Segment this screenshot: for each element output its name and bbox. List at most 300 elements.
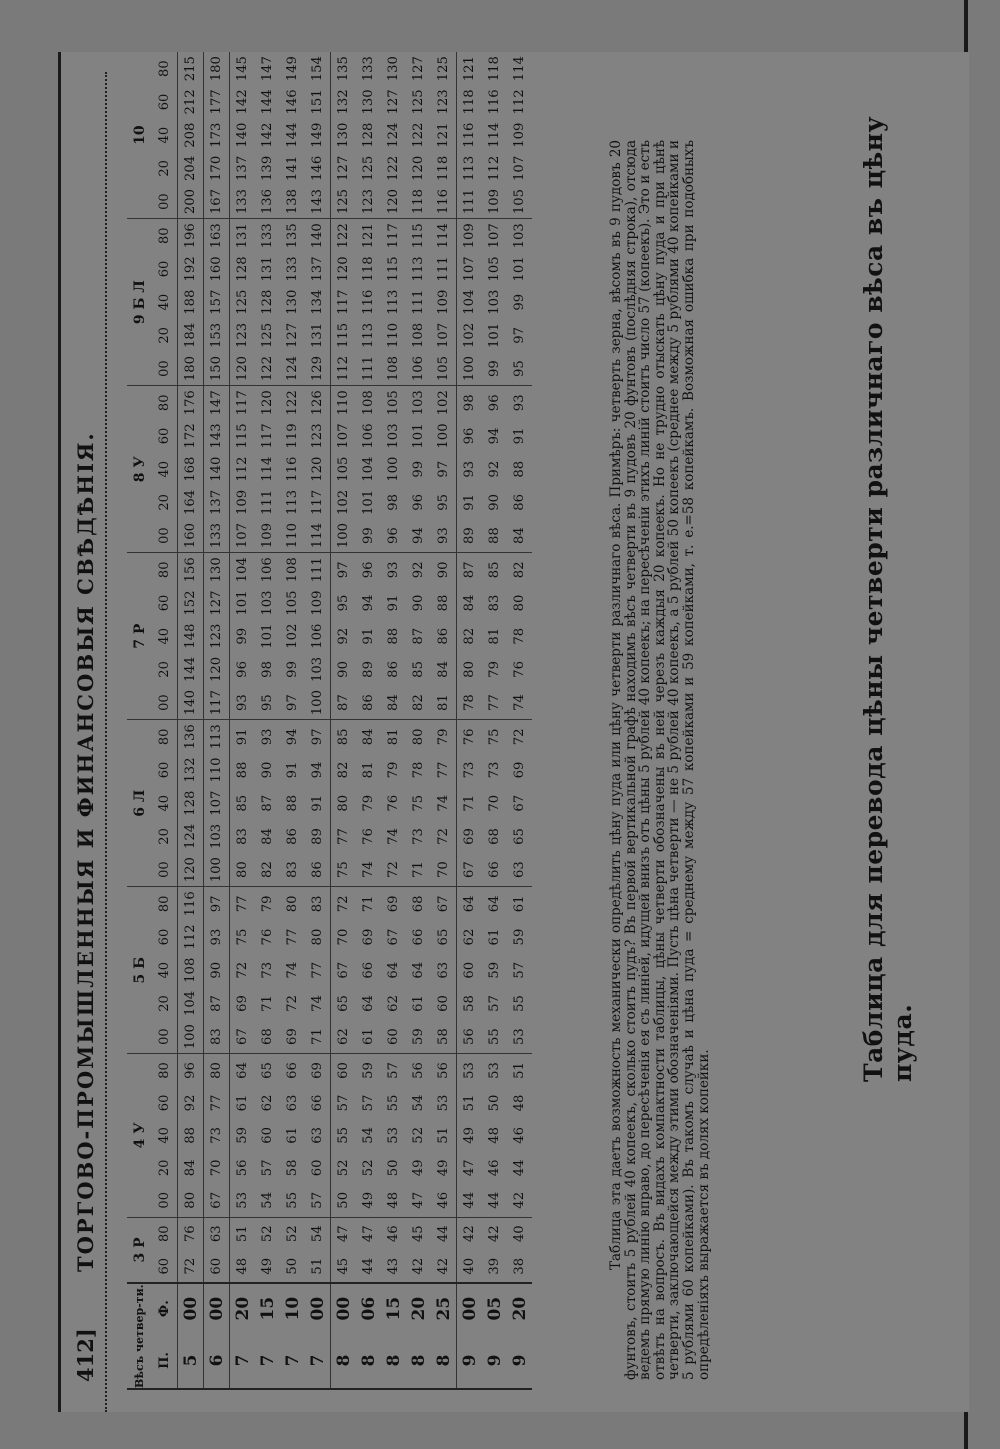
- price-cell: 77: [431, 753, 457, 786]
- price-cell: 140: [305, 219, 331, 253]
- weight-funt: 05: [484, 1296, 505, 1321]
- price-cell: 48: [512, 1094, 527, 1112]
- price-cell: 143: [305, 185, 331, 219]
- table-row: [457, 52, 483, 1389]
- price-cell: 144: [285, 122, 300, 148]
- price-cell: 105: [487, 256, 502, 282]
- price-cell: 60: [431, 987, 457, 1020]
- price-cell: 107: [487, 223, 502, 249]
- price-cell: 96: [235, 661, 250, 678]
- price-cell: 77: [235, 895, 250, 913]
- price-cell: 108: [285, 557, 300, 583]
- price-cell: 176: [178, 386, 204, 420]
- price-cell: 153: [204, 319, 230, 352]
- price-cell: 81: [361, 761, 376, 779]
- price-cell: 97: [512, 327, 527, 344]
- price-cell: 72: [178, 1250, 204, 1283]
- kopek-header: 00: [152, 1020, 178, 1054]
- price-cell: 72: [431, 820, 457, 853]
- price-cell: 157: [204, 286, 230, 319]
- price-cell: 84: [431, 653, 457, 686]
- price-cell: 59: [406, 1020, 431, 1054]
- price-group-header: 9 Б Л: [127, 219, 152, 386]
- price-cell: 56: [411, 1062, 426, 1079]
- price-cell: 99: [512, 293, 527, 311]
- price-cell: 132: [336, 89, 351, 115]
- price-cell: 44: [431, 1217, 457, 1250]
- price-cell: 140: [204, 453, 230, 486]
- kopek-header: 80: [152, 1054, 178, 1087]
- price-cell: 99: [482, 352, 507, 386]
- price-cell: 71: [305, 1020, 331, 1054]
- price-cell: 127: [411, 56, 426, 82]
- price-cell: 57: [336, 1094, 351, 1112]
- price-cell: 99: [235, 627, 250, 645]
- running-header: [73, 82, 103, 1382]
- price-cell: 102: [431, 386, 457, 420]
- price-cell: 116: [462, 122, 477, 148]
- price-cell: 114: [260, 456, 275, 482]
- price-cell: 111: [305, 553, 331, 587]
- price-cell: 125: [411, 89, 426, 115]
- price-cell: 96: [178, 1054, 204, 1087]
- price-cell: 66: [411, 928, 426, 946]
- price-cell: 145: [235, 56, 250, 82]
- price-cell: 137: [305, 252, 331, 285]
- kopek-header: 80: [152, 720, 178, 754]
- price-group-header: 3 Р: [127, 1217, 152, 1283]
- price-cell: 101: [487, 322, 502, 348]
- price-cell: 112: [487, 155, 502, 181]
- weight-pood: 7: [305, 1333, 331, 1389]
- price-cell: 93: [512, 394, 527, 412]
- price-cell: 130: [204, 553, 230, 587]
- price-cell: 107: [204, 787, 230, 820]
- price-cell: 84: [260, 828, 275, 845]
- price-group-header: 10: [127, 52, 152, 219]
- kopek-header: 40: [152, 1119, 178, 1151]
- price-cell: 116: [431, 185, 457, 219]
- price-cell: 93: [386, 561, 401, 579]
- price-cell: 83: [305, 887, 331, 921]
- price-cell: 55: [512, 995, 527, 1012]
- kopek-header: 40: [152, 787, 178, 820]
- price-cell: 72: [336, 895, 351, 913]
- price-cell: 120: [336, 256, 351, 282]
- price-cell: 112: [512, 89, 527, 115]
- price-cell: 47: [361, 1225, 376, 1243]
- price-cell: 71: [260, 995, 275, 1012]
- price-cell: 105: [285, 590, 300, 616]
- price-cell: 141: [285, 155, 300, 181]
- weight-funt: 00: [459, 1296, 480, 1321]
- price-cell: 85: [235, 794, 250, 812]
- price-cell: 66: [482, 853, 507, 887]
- price-cell: 133: [260, 223, 275, 249]
- weight-funt: 20: [232, 1296, 253, 1321]
- price-cell: 122: [336, 223, 351, 249]
- price-cell: 118: [487, 56, 502, 82]
- price-cell: 116: [487, 89, 502, 115]
- price-cell: 87: [260, 794, 275, 812]
- price-cell: 72: [285, 995, 300, 1012]
- price-cell: 69: [512, 761, 527, 779]
- price-cell: 74: [285, 961, 300, 979]
- price-cell: 66: [285, 1062, 300, 1079]
- price-cell: 122: [255, 352, 280, 386]
- price-cell: 64: [386, 961, 401, 979]
- weight-pood: 7: [230, 1333, 256, 1389]
- price-cell: 105: [431, 352, 457, 386]
- price-cell: 96: [462, 427, 477, 445]
- price-cell: 116: [361, 289, 376, 315]
- price-cell: 74: [386, 828, 401, 845]
- price-cell: 111: [356, 352, 381, 386]
- price-cell: 99: [356, 519, 381, 553]
- price-cell: 65: [260, 1062, 275, 1079]
- price-cell: 64: [411, 961, 426, 979]
- price-cell: 128: [178, 787, 204, 820]
- price-cell: 72: [512, 728, 527, 746]
- price-cell: 88: [235, 761, 250, 779]
- price-cell: 120: [305, 453, 331, 486]
- price-cell: 84: [507, 519, 532, 553]
- price-cell: 65: [512, 828, 527, 845]
- price-cell: 109: [305, 586, 331, 619]
- price-cell: 92: [178, 1087, 204, 1119]
- price-cell: 51: [305, 1250, 331, 1283]
- price-cell: 127: [285, 322, 300, 348]
- price-cell: 104: [462, 289, 477, 315]
- kopek-header: 00: [152, 352, 178, 386]
- price-cell: 154: [305, 52, 331, 85]
- price-cell: 49: [411, 1159, 426, 1177]
- price-cell: 61: [235, 1094, 250, 1112]
- weight-funt: 25: [431, 1283, 457, 1333]
- price-cell: 96: [381, 519, 406, 553]
- price-cell: 52: [336, 1159, 351, 1177]
- price-cell: 131: [305, 319, 331, 352]
- price-cell: 67: [204, 1184, 230, 1217]
- price-cell: 160: [204, 252, 230, 285]
- price-cell: 56: [235, 1159, 250, 1177]
- price-cell: 77: [336, 828, 351, 845]
- price-cell: 79: [431, 720, 457, 754]
- weight-funt: 15: [383, 1296, 404, 1321]
- price-cell: 76: [178, 1217, 204, 1250]
- price-cell: 125: [361, 155, 376, 181]
- price-cell: 39: [482, 1250, 507, 1283]
- price-cell: 95: [336, 594, 351, 612]
- price-cell: 135: [285, 223, 300, 249]
- price-cell: 88: [512, 460, 527, 478]
- price-cell: 75: [487, 728, 502, 746]
- price-cell: 127: [386, 89, 401, 115]
- price-cell: 87: [462, 561, 477, 579]
- price-cell: 70: [431, 853, 457, 887]
- price-cell: 133: [204, 519, 230, 553]
- price-cell: 73: [487, 761, 502, 779]
- price-cell: 95: [255, 686, 280, 720]
- table-row: [280, 52, 305, 1389]
- price-cell: 52: [260, 1225, 275, 1243]
- price-cell: 94: [285, 728, 300, 746]
- price-cell: 79: [487, 661, 502, 678]
- price-cell: 164: [178, 486, 204, 519]
- price-cell: 108: [361, 390, 376, 416]
- price-cell: 40: [457, 1250, 483, 1283]
- price-cell: 50: [331, 1184, 357, 1217]
- price-cell: 48: [487, 1127, 502, 1144]
- price-cell: 125: [331, 185, 357, 219]
- kopek-header: 00: [152, 1184, 178, 1217]
- price-cell: 100: [305, 686, 331, 720]
- price-cell: 52: [411, 1127, 426, 1144]
- price-cell: 96: [487, 394, 502, 412]
- price-cell: 106: [260, 557, 275, 583]
- price-cell: 82: [512, 561, 527, 579]
- price-cell: 63: [431, 954, 457, 987]
- price-cell: 85: [336, 728, 351, 746]
- price-cell: 74: [356, 853, 381, 887]
- price-cell: 75: [331, 853, 357, 887]
- price-cell: 60: [204, 1250, 230, 1283]
- price-cell: 64: [462, 895, 477, 913]
- price-cell: 66: [361, 961, 376, 979]
- price-cell: 65: [431, 920, 457, 953]
- weight-funt: 06: [358, 1296, 379, 1321]
- price-cell: 132: [178, 753, 204, 786]
- price-cell: 127: [336, 155, 351, 181]
- price-cell: 93: [204, 920, 230, 953]
- price-cell: 74: [431, 787, 457, 820]
- price-cell: 102: [336, 489, 351, 515]
- price-cell: 113: [204, 720, 230, 754]
- kopek-header: 80: [152, 887, 178, 921]
- price-cell: 100: [431, 419, 457, 452]
- price-cell: 113: [285, 489, 300, 515]
- price-cell: 90: [204, 954, 230, 987]
- price-cell: 83: [204, 1020, 230, 1054]
- price-cell: 188: [178, 286, 204, 319]
- weight-pood: 8: [331, 1333, 357, 1389]
- price-cell: 107: [230, 519, 256, 553]
- price-cell: 86: [356, 686, 381, 720]
- price-cell: 84: [178, 1152, 204, 1184]
- price-cell: 54: [255, 1184, 280, 1217]
- price-cell: 93: [462, 460, 477, 478]
- price-cell: 116: [178, 887, 204, 921]
- price-cell: 60: [260, 1127, 275, 1144]
- kopek-header: 80: [152, 1217, 178, 1250]
- price-cell: 42: [406, 1250, 431, 1283]
- price-cell: 131: [260, 256, 275, 282]
- price-cell: 47: [406, 1184, 431, 1217]
- price-cell: 103: [512, 223, 527, 249]
- kopek-header: 00: [152, 853, 178, 887]
- kopek-header: 20: [152, 1152, 178, 1184]
- table-row: [204, 52, 230, 1389]
- kopek-header: 20: [152, 987, 178, 1020]
- price-cell: 48: [381, 1184, 406, 1217]
- price-cell: 107: [462, 256, 477, 282]
- price-cell: 64: [361, 995, 376, 1012]
- price-cell: 100: [457, 352, 483, 386]
- price-cell: 134: [305, 286, 331, 319]
- price-cell: 67: [457, 853, 483, 887]
- price-cell: 70: [336, 928, 351, 946]
- price-cell: 138: [280, 185, 305, 219]
- price-cell: 61: [356, 1020, 381, 1054]
- table-row: [507, 52, 532, 1389]
- price-cell: 91: [285, 761, 300, 779]
- weight-funt: 00: [333, 1296, 354, 1321]
- price-cell: 130: [285, 289, 300, 315]
- price-cell: 170: [204, 152, 230, 185]
- price-cell: 47: [336, 1225, 351, 1243]
- price-cell: 101: [411, 423, 426, 449]
- price-cell: 136: [255, 185, 280, 219]
- price-cell: 163: [204, 219, 230, 253]
- price-cell: 50: [487, 1094, 502, 1112]
- price-cell: 62: [386, 995, 401, 1012]
- price-cell: 103: [204, 820, 230, 853]
- price-cell: 83: [280, 853, 305, 887]
- price-cell: 130: [361, 89, 376, 115]
- price-cell: 123: [431, 85, 457, 118]
- price-cell: 104: [361, 456, 376, 482]
- table-row: [482, 52, 507, 1389]
- price-cell: 111: [411, 289, 426, 315]
- price-cell: 59: [235, 1127, 250, 1144]
- price-cell: 107: [512, 155, 527, 181]
- price-cell: 62: [331, 1020, 357, 1054]
- weight-funt: 00: [178, 1283, 204, 1333]
- price-cell: 149: [285, 56, 300, 82]
- price-cell: 44: [457, 1184, 483, 1217]
- weight-funt: 00: [305, 1283, 331, 1333]
- price-cell: 118: [462, 89, 477, 115]
- price-cell: 68: [411, 895, 426, 913]
- price-cell: 61: [487, 928, 502, 946]
- price-cell: 91: [305, 787, 331, 820]
- price-group-header: 8 У: [127, 386, 152, 553]
- price-cell: 62: [260, 1094, 275, 1112]
- price-cell: 173: [204, 119, 230, 152]
- price-cell: 61: [512, 895, 527, 913]
- price-cell: 57: [512, 961, 527, 979]
- price-cell: 52: [285, 1225, 300, 1243]
- price-cell: 46: [512, 1127, 527, 1144]
- price-cell: 87: [411, 627, 426, 645]
- price-cell: 67: [431, 887, 457, 921]
- price-cell: 77: [204, 1087, 230, 1119]
- price-cell: 83: [235, 828, 250, 845]
- price-cell: 123: [305, 419, 331, 452]
- price-cell: 109: [512, 122, 527, 148]
- weight-pood: 9: [482, 1333, 507, 1389]
- price-cell: 56: [431, 1054, 457, 1087]
- price-group-header: 4 У: [127, 1054, 152, 1217]
- price-cell: 53: [507, 1020, 532, 1054]
- price-cell: 144: [178, 653, 204, 686]
- price-cell: 91: [235, 728, 250, 746]
- price-cell: 67: [512, 794, 527, 812]
- price-cell: 103: [386, 423, 401, 449]
- price-cell: 91: [386, 594, 401, 612]
- price-cell: 124: [386, 122, 401, 148]
- price-cell: 111: [431, 252, 457, 285]
- price-cell: 69: [386, 895, 401, 913]
- price-cell: 136: [178, 720, 204, 754]
- price-cell: 101: [260, 623, 275, 649]
- price-cell: 105: [336, 456, 351, 482]
- price-cell: 63: [305, 1119, 331, 1151]
- price-cell: 49: [431, 1152, 457, 1184]
- price-cell: 82: [255, 853, 280, 887]
- price-cell: 89: [305, 820, 331, 853]
- rotated-content: [61, 52, 969, 1412]
- kopek-header: 40: [152, 286, 178, 319]
- price-cell: 140: [178, 686, 204, 720]
- price-cell: 57: [361, 1094, 376, 1112]
- price-cell: 130: [386, 56, 401, 82]
- price-cell: 96: [361, 561, 376, 579]
- price-cell: 53: [230, 1184, 256, 1217]
- price-cell: 74: [507, 686, 532, 720]
- price-cell: 152: [178, 586, 204, 619]
- kopek-header: 80: [152, 52, 178, 85]
- price-cell: 46: [386, 1225, 401, 1243]
- price-cell: 49: [356, 1184, 381, 1217]
- price-cell: 46: [487, 1159, 502, 1177]
- price-cell: 63: [285, 1094, 300, 1112]
- price-cell: 58: [431, 1020, 457, 1054]
- price-cell: 54: [411, 1094, 426, 1112]
- price-cell: 76: [260, 928, 275, 946]
- price-cell: 93: [230, 686, 256, 720]
- price-cell: 123: [356, 185, 381, 219]
- price-cell: 102: [462, 322, 477, 348]
- price-cell: 59: [361, 1062, 376, 1079]
- price-cell: 92: [411, 561, 426, 579]
- price-cell: 110: [204, 753, 230, 786]
- kopek-header: 40: [152, 954, 178, 987]
- price-cell: 117: [235, 390, 250, 416]
- price-cell: 55: [482, 1020, 507, 1054]
- price-cell: 86: [431, 620, 457, 653]
- price-cell: 109: [431, 286, 457, 319]
- table-row: [230, 52, 256, 1389]
- price-cell: 121: [431, 119, 457, 152]
- price-cell: 70: [204, 1152, 230, 1184]
- table-row: [305, 52, 331, 1389]
- price-cell: 196: [178, 219, 204, 253]
- price-cell: 69: [280, 1020, 305, 1054]
- kopek-header: 40: [152, 620, 178, 653]
- price-cell: 97: [305, 720, 331, 754]
- price-cell: 90: [487, 494, 502, 511]
- price-cell: 55: [386, 1094, 401, 1112]
- price-cell: 46: [431, 1184, 457, 1217]
- price-cell: 91: [512, 427, 527, 445]
- weight-pood: 6: [204, 1333, 230, 1389]
- price-cell: 71: [361, 895, 376, 913]
- price-cell: 142: [260, 122, 275, 148]
- price-cell: 128: [260, 289, 275, 315]
- price-cell: 97: [336, 561, 351, 579]
- price-cell: 99: [411, 460, 426, 478]
